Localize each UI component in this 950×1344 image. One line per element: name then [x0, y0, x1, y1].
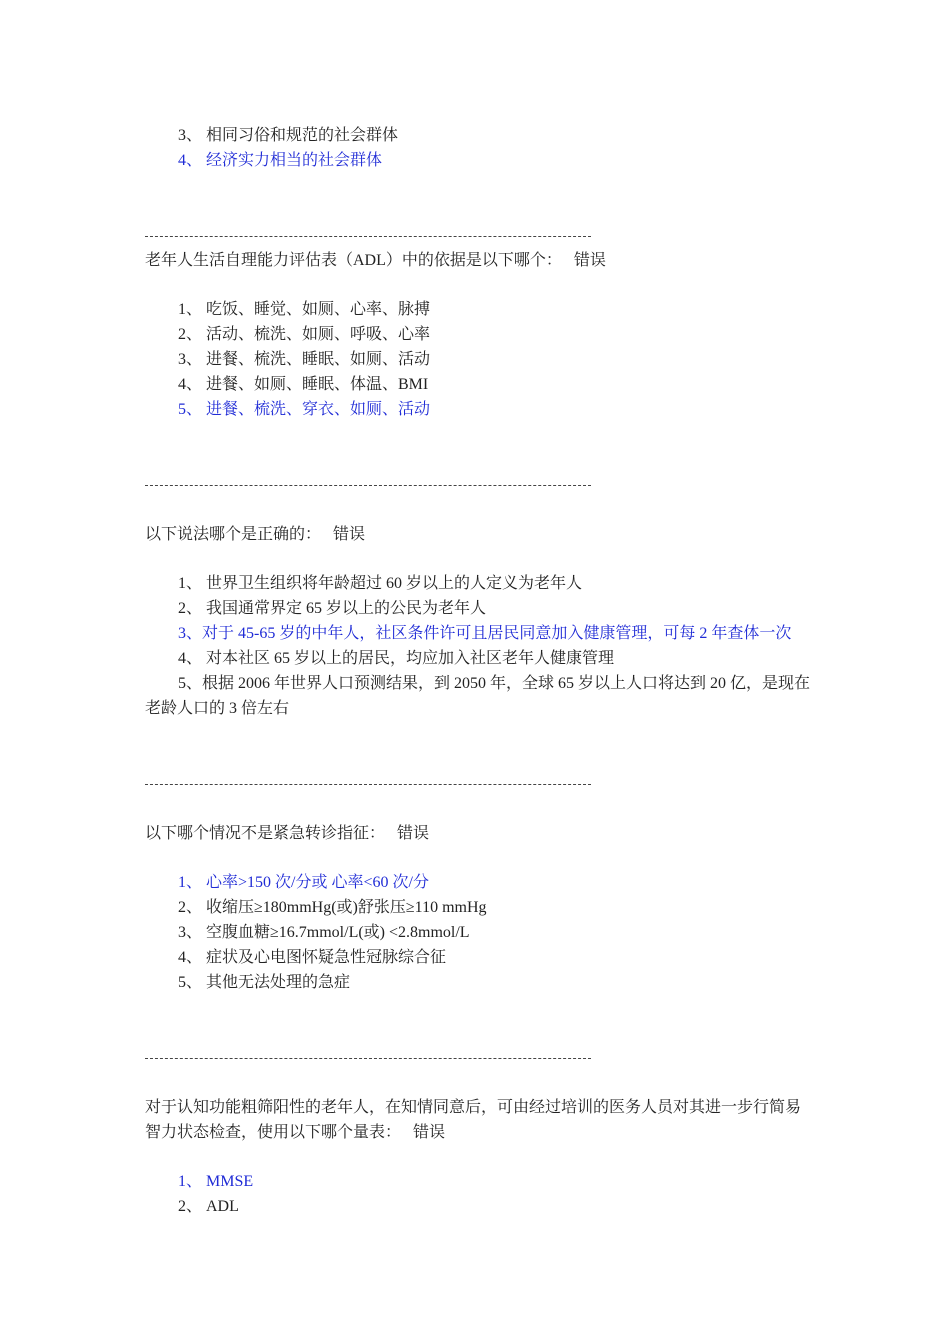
q4-verdict: 错误	[413, 1124, 446, 1141]
separator-3	[145, 784, 591, 785]
separator-1	[145, 236, 591, 237]
q3-option-4: 4、 症状及心电图怀疑急性冠脉综合征	[178, 949, 447, 966]
q2-option-3-correct: 3、对于 45-65 岁的中年人，社区条件许可且居民同意加入健康管理，可每 2 年查体一次	[178, 625, 792, 642]
q2-option-1: 1、 世界卫生组织将年龄超过 60 岁以上的人定义为老年人	[178, 575, 583, 592]
q4-question	[145, 1095, 810, 1145]
q1-option-5-correct: 5、 进餐、梳洗、穿衣、如厕、活动	[178, 401, 431, 418]
q3-option-5: 5、 其他无法处理的急症	[178, 974, 351, 991]
q3-option-2: 2、 收缩压≥180mmHg(或)舒张压≥110 mmHg	[178, 899, 487, 916]
q1-option-1: 1、 吃饭、睡觉、如厕、心率、脉搏	[178, 301, 431, 318]
q1-option-2: 2、 活动、梳洗、如厕、呼吸、心率	[178, 326, 431, 343]
q1-question-text: 老年人生活自理能力评估表（ADL）中的依据是以下哪个：	[145, 252, 562, 269]
q1-question	[145, 251, 606, 271]
q1-option-3: 3、 进餐、梳洗、睡眠、如厕、活动	[178, 351, 431, 368]
q4-option-2: 2、 ADL	[178, 1198, 239, 1215]
q2-question-text: 以下说法哪个是正确的：	[145, 526, 322, 543]
q4-question-text: 对于认知功能粗筛阳性的老年人，在知情同意后，可由经过培训的医务人员对其进一步行简易智力状态检查，使用以下哪个量表：	[145, 1099, 802, 1141]
q1-option-4: 4、 进餐、如厕、睡眠、体温、BMI	[178, 376, 429, 393]
q1-verdict: 错误	[573, 252, 606, 269]
q2-option-4: 4、 对本社区 65 岁以上的居民，均应加入社区老年人健康管理	[178, 650, 615, 667]
q3-option-3: 3、 空腹血糖≥16.7mmol/L(或) <2.8mmol/L	[178, 924, 470, 941]
q0-option-4-correct: 4、 经济实力相当的社会群体	[178, 152, 383, 169]
q2-option-5: 5、根据 2006 年世界人口预测结果，到 2050 年，全球 65 岁以上人口将达到 20 亿，是现在老龄人口的 3 倍左右	[145, 675, 811, 717]
separator-4	[145, 1058, 591, 1059]
q4-option-1-correct: 1、 MMSE	[178, 1173, 254, 1190]
q3-question	[145, 824, 429, 844]
q3-question-text: 以下哪个情况不是紧急转诊指征：	[145, 825, 386, 842]
q0-option-3: 3、 相同习俗和规范的社会群体	[178, 127, 399, 144]
q3-option-1-correct: 1、 心率>150 次/分或 心率<60 次/分	[178, 874, 429, 891]
q2-verdict: 错误	[333, 526, 366, 543]
q2-question	[145, 525, 365, 545]
q3-verdict: 错误	[397, 825, 430, 842]
q2-option-2: 2、 我国通常界定 65 岁以上的公民为老年人	[178, 600, 487, 617]
separator-2	[145, 485, 591, 486]
